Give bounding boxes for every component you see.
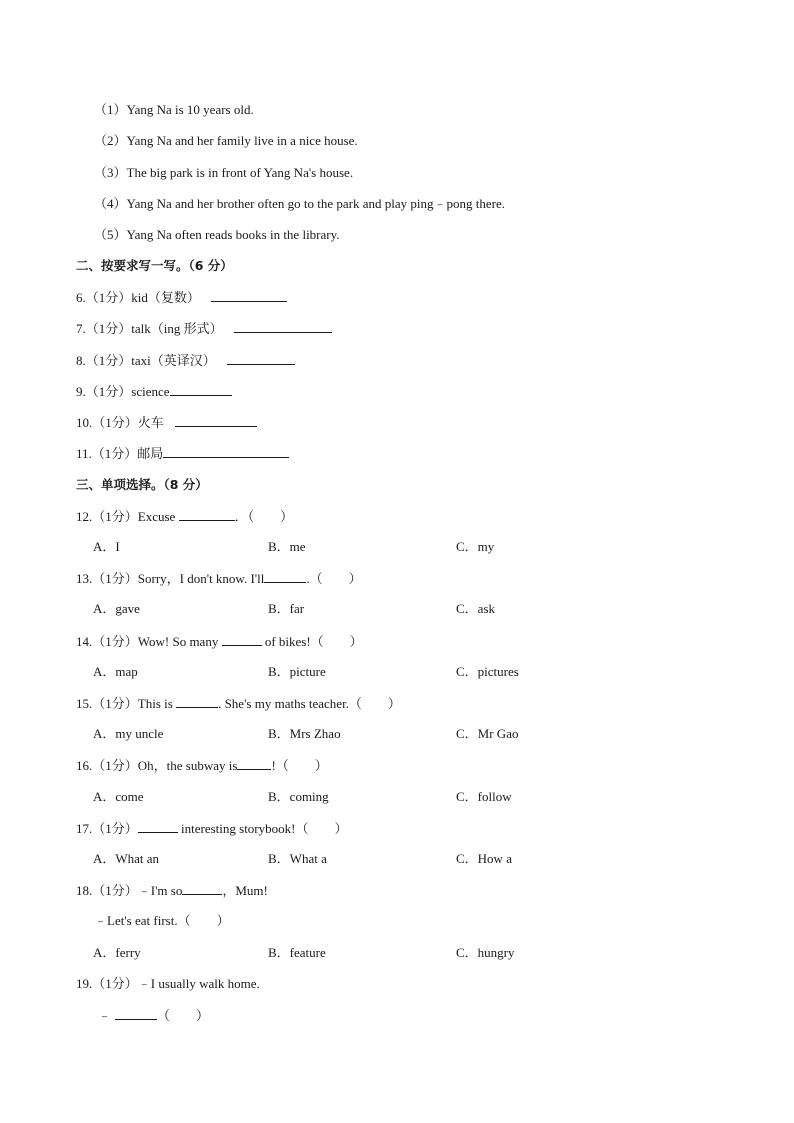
- section-3-title: 三、单项选择。（8 分）: [76, 477, 208, 492]
- question-number: 15.（1分）: [76, 696, 138, 711]
- question-stem: This is: [137, 696, 177, 711]
- question-17: [76, 820, 347, 837]
- item-prompt: 火车: [137, 415, 164, 430]
- question-number: 19.（1分）: [76, 976, 138, 991]
- option-b[interactable]: B．feature: [268, 945, 326, 960]
- question-12: [76, 508, 293, 525]
- question-18: [76, 882, 268, 899]
- writing-item-10: [76, 414, 257, 431]
- answer-blank[interactable]: [227, 352, 295, 365]
- answer-blank[interactable]: [176, 695, 218, 708]
- question-13: [76, 570, 362, 587]
- item-number: 9.（1分）: [76, 384, 132, 399]
- question-number: 14.（1分）: [76, 634, 138, 649]
- answer-blank[interactable]: [237, 757, 271, 770]
- item-prompt: kid（复数）: [131, 290, 200, 305]
- writing-item-6: [76, 289, 287, 306]
- item-number: 6.（1分）: [76, 290, 132, 305]
- writing-item-11: [76, 445, 289, 462]
- question-tail: of bikes!（ ）: [261, 634, 363, 649]
- answer-blank[interactable]: [222, 633, 262, 646]
- answer-blank[interactable]: [115, 1007, 157, 1020]
- option-c[interactable]: C．Mr Gao: [456, 726, 519, 741]
- answer-blank[interactable]: [211, 289, 287, 302]
- writing-item-8: [76, 352, 295, 369]
- item-number: 7.（1分）: [76, 321, 132, 336]
- writing-item-9: [76, 383, 232, 400]
- option-b[interactable]: B．What a: [268, 851, 327, 866]
- item-number: 11.（1分）: [76, 446, 138, 461]
- option-c[interactable]: C．ask: [456, 601, 496, 616]
- option-b[interactable]: B．far: [268, 601, 305, 616]
- statement-3: （3）The big park is in front of Yang Na's house.: [94, 165, 354, 180]
- question-19: [76, 976, 260, 992]
- option-c[interactable]: C．How a: [456, 851, 512, 866]
- statement-1: （1）Yang Na is 10 years old.: [94, 102, 254, 117]
- question-14: [76, 633, 363, 650]
- question-stem: Oh，the subway is: [137, 758, 238, 773]
- question-19-line-2: [98, 1007, 209, 1024]
- answer-blank[interactable]: [138, 820, 178, 833]
- item-prompt: talk（ing 形式）: [131, 321, 223, 336]
- answer-blank[interactable]: [234, 320, 332, 333]
- statement-5: （5）Yang Na often reads books in the library.: [94, 227, 340, 242]
- statement-2: （2）Yang Na and her family live in a nice house.: [94, 133, 358, 148]
- question-tail: .（ ）: [306, 571, 362, 586]
- option-c[interactable]: C．follow: [456, 789, 512, 804]
- option-a[interactable]: A．I: [93, 539, 120, 554]
- answer-blank[interactable]: [170, 383, 232, 396]
- option-b[interactable]: B．picture: [268, 664, 326, 679]
- answer-blank[interactable]: [163, 445, 289, 458]
- item-prompt: science: [131, 384, 170, 399]
- question-stem: ﹣I usually walk home.: [137, 976, 260, 991]
- option-c[interactable]: C．pictures: [456, 664, 519, 679]
- question-stem: Sorry，I don't know. I'll: [137, 571, 265, 586]
- option-a[interactable]: A．ferry: [93, 945, 141, 960]
- question-number: 12.（1分）: [76, 509, 138, 524]
- option-a[interactable]: A．What an: [93, 851, 160, 866]
- question-number: 17.（1分）: [76, 821, 138, 836]
- answer-blank[interactable]: [264, 570, 306, 583]
- question-tail: interesting storybook!（ ）: [177, 821, 348, 836]
- section-2-title: 二、按要求写一写。（6 分）: [76, 258, 233, 273]
- answer-blank[interactable]: [179, 508, 235, 521]
- question-tail: . She's my maths teacher.（ ）: [218, 696, 401, 711]
- statement-4: （4）Yang Na and her brother often go to the park and play ping﹣pong there.: [94, 196, 505, 211]
- question-16: [76, 757, 328, 774]
- answer-blank[interactable]: [175, 414, 257, 427]
- answer-blank[interactable]: [182, 882, 222, 895]
- item-number: 10.（1分）: [76, 415, 138, 430]
- question-number: 16.（1分）: [76, 758, 138, 773]
- question-stem: Excuse: [137, 509, 179, 524]
- option-b[interactable]: B．Mrs Zhao: [268, 726, 341, 741]
- option-a[interactable]: A．my uncle: [93, 726, 164, 741]
- question-tail: !（ ）: [271, 758, 328, 773]
- question-tail: ，Mum!: [222, 883, 268, 898]
- writing-item-7: [76, 320, 332, 337]
- option-b[interactable]: B．me: [268, 539, 306, 554]
- item-number: 8.（1分）: [76, 353, 132, 368]
- question-stem: ﹣I'm so: [137, 883, 183, 898]
- option-a[interactable]: A．gave: [93, 601, 140, 616]
- dash: ﹣: [98, 1008, 112, 1023]
- question-15: [76, 695, 401, 712]
- option-a[interactable]: A．come: [93, 789, 144, 804]
- item-prompt: 邮局: [137, 446, 164, 461]
- question-tail: ．（ ）: [234, 509, 294, 524]
- question-18-line-2: ﹣Let's eat first.（ ）: [94, 913, 230, 928]
- option-c[interactable]: C．hungry: [456, 945, 515, 960]
- option-a[interactable]: A．map: [93, 664, 138, 679]
- option-c[interactable]: C．my: [456, 539, 495, 554]
- question-tail: （ ）: [157, 1008, 210, 1023]
- item-prompt: taxi（英译汉）: [131, 353, 216, 368]
- question-stem: Wow! So many: [137, 634, 222, 649]
- question-number: 18.（1分）: [76, 883, 138, 898]
- question-number: 13.（1分）: [76, 571, 138, 586]
- option-b[interactable]: B．coming: [268, 789, 329, 804]
